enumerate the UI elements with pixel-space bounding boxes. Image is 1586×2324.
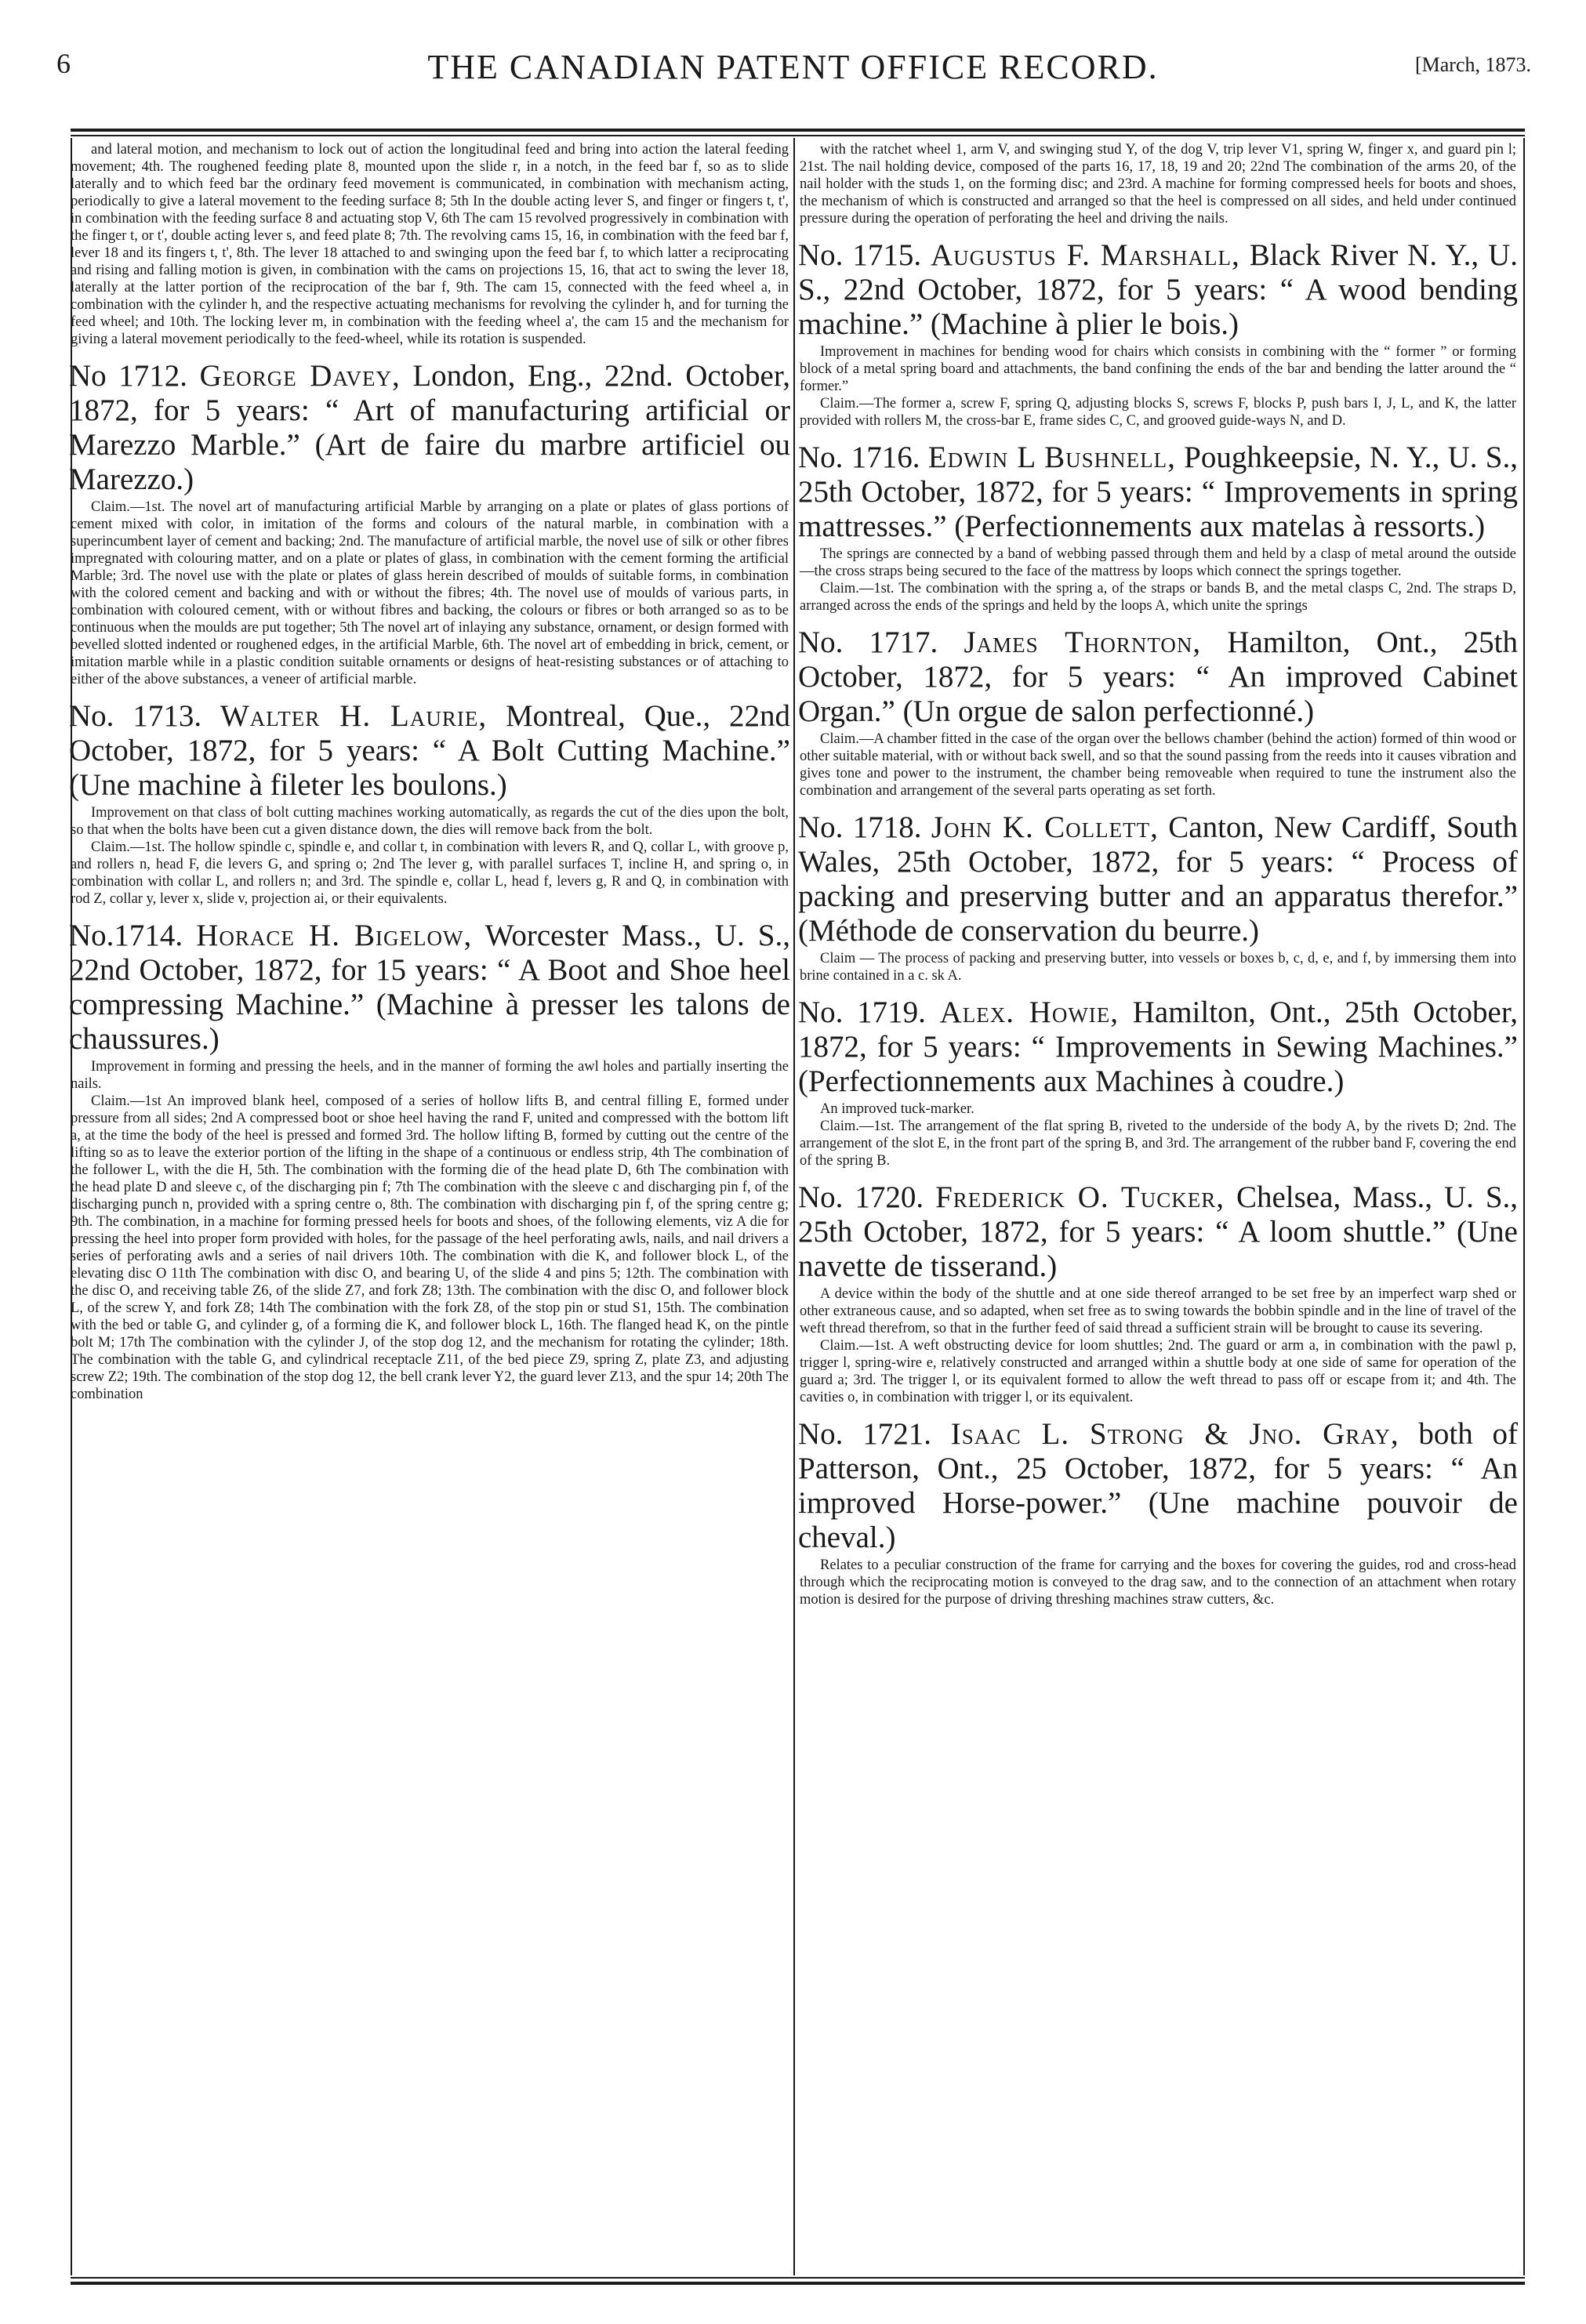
patent-details: Hamilton, Ont., 25th October, 1872, for 5 years: “ Improvements in Sewing Machines.” (Perfectionnements aux Machines à coudre.) bbox=[798, 995, 1518, 1098]
bottom-rule-thin bbox=[71, 2277, 1525, 2279]
patent-entry bbox=[69, 359, 790, 688]
inventor-name: Horace H. Bigelow, bbox=[196, 919, 473, 952]
top-rule bbox=[71, 129, 1525, 132]
column-divider bbox=[793, 138, 795, 2275]
top-rule-thin bbox=[71, 135, 1525, 136]
patent-heading bbox=[69, 359, 790, 497]
patent-heading bbox=[69, 919, 790, 1057]
right-column bbox=[798, 141, 1518, 2273]
patent-number: No. 1716. bbox=[798, 441, 920, 474]
inventor-name: Isaac L. Strong & Jno. Gray, bbox=[950, 1417, 1399, 1451]
inventor-name: Edwin L Bushnell, bbox=[927, 441, 1176, 474]
patent-number: No. 1719. bbox=[798, 995, 926, 1029]
inventor-name: George Davey, bbox=[199, 359, 401, 393]
patent-heading bbox=[69, 699, 790, 803]
patent-paragraph: Claim.—The former a, screw F, spring Q, adjusting blocks S, screws F, blocks P, push bars I, J, L, and K, the latter provided with rollers M, the cross-bar E, frame sides C, C, and grooved guide-ways N, and D. bbox=[800, 396, 1516, 429]
patent-number: No. 1717. bbox=[798, 625, 938, 659]
patent-paragraph: Relates to a peculiar construction of the frame for carrying and the boxes for covering the guides, rod and cross-head through which the reciprocating motion is conveyed to the drag saw, and to the connection of an attachment when rotary motion is desired for the purpose of driving threshing machines straw cutters, &c. bbox=[800, 1557, 1516, 1608]
patent-paragraph: Claim — The process of packing and preserving butter, into vessels or boxes b, c, d, e, and f, by immersing them into brine contained in a c. sk A. bbox=[800, 951, 1516, 984]
patent-entry bbox=[798, 995, 1518, 1169]
journal-title: THE CANADIAN PATENT OFFICE RECORD. bbox=[427, 48, 1159, 86]
patent-heading bbox=[798, 441, 1518, 544]
patent-entry bbox=[798, 1180, 1518, 1406]
bottom-rule bbox=[71, 2282, 1525, 2285]
inventor-name: James Thornton, bbox=[964, 625, 1202, 659]
patent-paragraph: Claim.—1st. The novel art of manufacturing artificial Marble by arranging on a plate or plates of glass portions of cement mixed with color, in imitation of the forms and colours of the natural marble, in combination with a superincumbent layer of cement and backing; 2nd. The manufacture of artificial marble, the novel use of silk or other fibres impregnated with colouring matter, and on a plate or plates of glass, in combination with the cement forming the artificial Marble; 3rd. The novel use with the plate or plates of glass herein described of moulds of suitable forms, in combination with the colored cement and backing and with or without the fibres; 4th. The novel use of moulds of various parts, in combination with coloured cement, with or without fibres and backing, the colours or fibres or both arranged so as to be continuous when the moulds are put together; 5th The novel art of inlaying any substance, ornament, or design formed with bevelled slotted indented or roughened edges, in the artificial Marble, 6th. The novel art of embedding in brick, cement, or imitation marble while in a plastic condition suitable ornaments or designs of heat-resisting substances or of attaching to either of the above substances, a veneer of artificial marble. bbox=[71, 499, 789, 687]
patent-entry bbox=[798, 441, 1518, 615]
continuation-text: and lateral motion, and mechanism to lock out of action the longitudinal feed and bring into action the lateral feeding movement; 4th. The roughened feeding plate 8, mounted upon the slide r, in a notch, in the feed bar f, so as to slide laterally and to which feed bar the ordinary feed movement is communicated, in combination with mechanism acting, periodically to give a lateral movement to the feeding surface 8; 5th In the double acting lever S, and finger or fingers t, t', in combination with the feeding surface 8 and actuating stop V, 6th The cam 15 revolved progressively in combination with the finger t, or t', double acting lever s, and feed plate 8; 7th. The revolving cams 15, 16, in combination with the feed bar f, lever 18 and its fingers t, t', 8th. The lever 18 attached to and swinging upon the feed bar f, to which latter a reciprocating and rising and falling motion is given, in combination with the cams on projections 15, 16, that act to swing the lever 18, laterally at the latter portion of the reciprocation of the bar f, 9th. The cam 15, connected with the feed wheel a, in combination with the cylinder h, and the respective actuating mechanisms for revolving the cylinder h, and for turning the feed wheel; and 10th. The locking lever m, in combination with the feeding wheel a', the cam 15 and the mechanism for giving a lateral movement periodically to the feed-wheel, while its rotation is suspended. bbox=[71, 142, 789, 347]
patent-details: both of Patterson, Ont., 25 October, 1872, for 5 years: “ An improved Horse-power.” (Une machine pouvoir de cheval.) bbox=[798, 1417, 1518, 1554]
patent-heading bbox=[798, 1417, 1518, 1555]
page-header bbox=[0, 47, 1586, 102]
patent-heading bbox=[798, 238, 1518, 342]
patent-entry bbox=[798, 1417, 1518, 1608]
patent-paragraph: The springs are connected by a band of webbing passed through them and held by a clasp of metal around the outside—the cross straps being secured to the face of the mattress by loops which connect the springs together. bbox=[800, 546, 1516, 579]
inventor-name: John K. Collett, bbox=[931, 810, 1159, 844]
patent-details: Chelsea, Mass., U. S., 25th October, 1872, for 5 years: “ A loom shuttle.” (Une navette de tisserand.) bbox=[798, 1180, 1518, 1283]
patent-paragraph: Claim.—A chamber fitted in the case of the organ over the bellows chamber (behind the action) formed of thin wood or other suitable material, with or without back swell, and so that the sound passing from the reeds into it causes vibration and gives tone and power to the instrument, the chamber being removeable when required to tune the instrument also the combination and arrangement of the several parts operating as set forth. bbox=[800, 731, 1516, 799]
continuation-text: with the ratchet wheel 1, arm V, and swinging stud Y, of the dog V, trip lever V1, spring W, finger x, and guard pin l; 21st. The nail holding device, composed of the parts 16, 17, 18, 19 and 20; 22nd The combination of the arms 20, of the nail holder with the studs 1, on the forming disc; and 23rd. A machine for forming compressed heels for boots and shoes, the mechanism of which is constructed and arranged so that the heel is compressed on all sides, and held under continued pressure during the operation of perforating the heel and driving the nails. bbox=[800, 142, 1516, 227]
inventor-name: Walter H. Laurie, bbox=[220, 699, 488, 733]
inventor-name: Frederick O. Tucker, bbox=[935, 1180, 1225, 1214]
patent-heading bbox=[798, 1180, 1518, 1284]
patent-paragraph: Improvement in forming and pressing the heels, and in the manner of forming the awl holes and partially inserting the nails. bbox=[71, 1059, 789, 1092]
patent-number: No. 1715. bbox=[798, 238, 922, 272]
patent-paragraph: Improvement in machines for bending wood for chairs which consists in combining with the “ former ” or forming block of a metal spring board and attachments, the band confining the ends of the bar and bending the latter around the “ former.” bbox=[800, 344, 1516, 394]
patent-number: No 1712. bbox=[69, 359, 187, 393]
patent-details: Montreal, Que., 22nd October, 1872, for 5 years: “ A Bolt Cutting Machine.” (Une machine à fileter les boulons.) bbox=[69, 699, 790, 802]
patent-entry bbox=[798, 625, 1518, 799]
patent-paragraph: Claim.—1st. The hollow spindle c, spindle e, and collar t, in combination with levers R, and Q, collar L, with groove p, and rollers n, head F, die levers G, and spring o; 2nd The lever g, with parallel surfaces T, incline H, and spring o, in combination with collar L, and rollers n; and 3rd. The spindle e, collar L, head f, levers g, R and Q, in combination with rod Z, collar y, lever x, slide v, projection ai, or their equivalents. bbox=[71, 839, 789, 907]
issue-date: [March, 1873. bbox=[1414, 53, 1531, 76]
patent-paragraph: Improvement on that class of bolt cutting machines working automatically, as regards the cut of the dies upon the bolt, so that when the bolts have been cut a given distance down, the dies will remove back from the bolt. bbox=[71, 805, 789, 838]
patent-heading bbox=[798, 995, 1518, 1099]
patent-details: Poughkeepsie, N. Y., U. S., 25th October, 1872, for 5 years: “ Improvements in spring mattresses.” (Perfectionnements aux matelas à ressorts.) bbox=[798, 441, 1518, 543]
patent-paragraph: Claim.—1st An improved blank heel, composed of a series of hollow lifts B, and central filling E, formed under pressure from all sides; 2nd A compressed boot or shoe heel having the rand F, united and compressed with the bottom lift a, at the time the body of the heel is pressed and formed 3rd. The hollow lifting B, formed by cutting out the centre of the lifting so as to leave the exterior portion of the lifting in the shape of a continuous or endless strip, 4th The combination of the follower L, with the die H, 5th. The combination with the forming die of the head plate D, 6th The combination with the head plate D and sleeve c, of the discharging pin f; 7th The combination with the sleeve c and discharging pin f, of the discharging punch n, provided with a spring centre o, 8th. The combination with discharging pin f, of the spring centre g; 9th. The combination, in a machine for forming pressed heels for boots and shoes, of the following elements, viz A die for pressing the heel into proper form provided with holes, for the passage of the heel perforating awls, nails, and nail drivers a series of perforating awls and a series of nail drivers 10th. The combination with die K, and follower block L, of the elevating disc O 11th The combination with disc O, and bearing U, of the slide 4 and pins 5; 12th. The combination with the disc O, and receiving table Z6, of the slide Z7, and fork Z8; 13th. The combination with the disc O, and follower block L, of the screw Y, and fork Z8; 14th The combination with the fork Z8, of the stop pin or stud S1, 15th. The combination with the bed or table G, and cylinder g, of a forming die K, and follower block L, 16th. The flanged head K, on the pintle bolt M; 17th The combination with the cylinder J, of the stop dog 12, and the mechanism for rotating the cylinder; 18th. The combination with the table G, and cylindrical receptacle Z11, of the bed piece Z9, spring Z, plate Z3, and adjusting screw Z2; 19th. The combination of the stop dog 12, the bell crank lever Y2, the guard lever Z13, and the spur 14; 20th The combination bbox=[71, 1093, 789, 1402]
patent-entry bbox=[69, 699, 790, 908]
patent-details: London, Eng., 22nd. October, 1872, for 5 years: “ Art of manufacturing artificial or Marezzo Marble.” (Art de faire du marbre artificiel ou Marezzo.) bbox=[69, 359, 790, 496]
patent-paragraph: Claim.—1st. The combination with the spring a, of the straps or bands B, and the metal clasps C, 2nd. The straps D, arranged across the ends of the springs and held by the loops A, which unite the springs bbox=[800, 581, 1516, 614]
patent-number: No. 1718. bbox=[798, 810, 922, 844]
patent-heading bbox=[798, 810, 1518, 948]
patent-entry bbox=[798, 238, 1518, 430]
patent-paragraph: An improved tuck-marker. bbox=[820, 1101, 974, 1117]
patent-heading bbox=[798, 625, 1518, 729]
patent-details: Worcester Mass., U. S., 22nd October, 1872, for 15 years: “ A Boot and Shoe heel compressing Machine.” (Machine à presser les talons de chaussures.) bbox=[69, 919, 790, 1056]
patent-details: Hamilton, Ont., 25th October, 1872, for 5 years: “ An improved Cabinet Organ.” (Un orgue de salon perfectionné.) bbox=[798, 625, 1518, 728]
patent-details: Black River N. Y., U. S., 22nd October, 1872, for 5 years: “ A wood bending machine.” (Machine à plier le bois.) bbox=[798, 238, 1518, 341]
patent-entry bbox=[69, 919, 790, 1403]
patent-paragraph: A device within the body of the shuttle and at one side thereof arranged to be set free by an imperfect warp shed or other extraneous cause, and so adapted, when set free as to swing towards the bobbin spindle and in the line of travel of the weft thread therefrom, so that in the further feed of said thread a sufficient strain will be brought to cause its severing. bbox=[800, 1286, 1516, 1336]
patent-paragraph: Claim.—1st. The arrangement of the flat spring B, riveted to the underside of the body A, by the rivets D; 2nd. The arrangement of the slot E, in the front part of the spring B, and 3rd. The arrangement of the rubber band F, covering the end of the spring B. bbox=[800, 1118, 1516, 1169]
patent-paragraph: Claim.—1st. A weft obstructing device for loom shuttles; 2nd. The guard or arm a, in combination with the pawl p, trigger l, spring-wire e, relatively constructed and arranged within a shuttle body at one side of same for operation of the guard a; 3rd. The trigger l, or its equivalent formed to allow the weft thread to pass off or escape from it; and 4th. The cavities o, in combination with trigger l, or its equivalent. bbox=[800, 1338, 1516, 1405]
left-column bbox=[69, 141, 790, 2273]
patent-entry bbox=[798, 810, 1518, 984]
patent-number: No.1714. bbox=[69, 919, 183, 952]
page-number: 6 bbox=[56, 48, 71, 79]
patent-number: No. 1721. bbox=[798, 1417, 931, 1451]
inventor-name: Augustus F. Marshall, bbox=[931, 238, 1240, 272]
inventor-name: Alex. Howie, bbox=[939, 995, 1120, 1029]
right-border bbox=[1523, 138, 1525, 2275]
patent-number: No. 1720. bbox=[798, 1180, 924, 1214]
patent-number: No. 1713. bbox=[69, 699, 202, 733]
patent-details: Canton, New Cardiff, South Wales, 25th October, 1872, for 5 years: “ Process of packing and preserving butter and an apparatus therefor.” (Méthode de conservation du beurre.) bbox=[798, 810, 1518, 948]
